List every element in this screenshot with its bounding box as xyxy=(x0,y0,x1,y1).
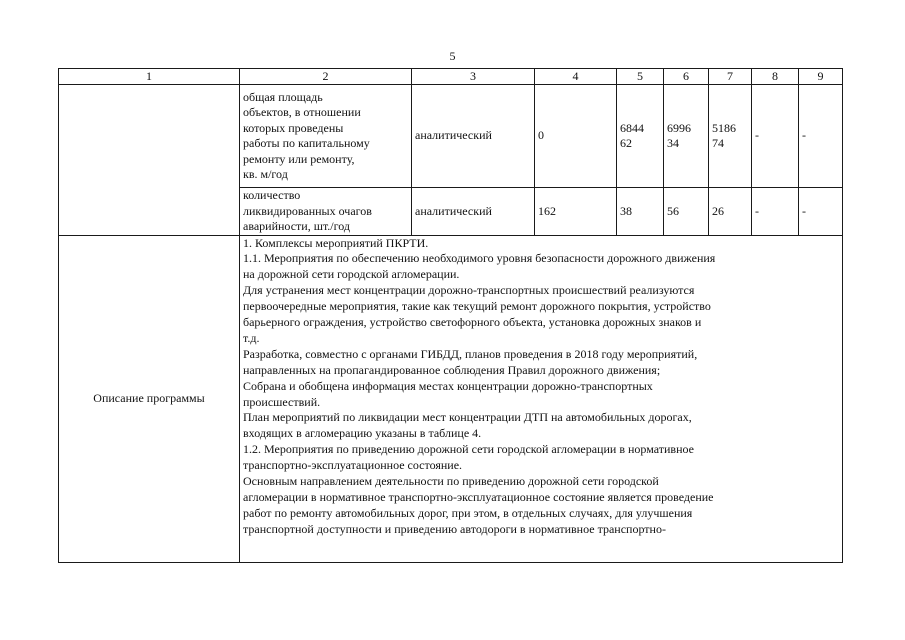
indicator-method: аналитический xyxy=(412,188,535,236)
program-description-label: Описание программы xyxy=(59,235,240,562)
indicator-method: аналитический xyxy=(412,85,535,188)
indicator-name: количество ликвидированных очагов аварийности, шт./год xyxy=(240,188,412,236)
program-table xyxy=(58,68,843,563)
column-header-9: 9 xyxy=(799,69,843,85)
page-number: 5 xyxy=(449,49,456,63)
column-header-3: 3 xyxy=(412,69,535,85)
column-header-1: 1 xyxy=(59,69,240,85)
table-row xyxy=(59,85,843,188)
indicator-value-col6: 6996 34 xyxy=(664,85,709,188)
indicator-label-cell xyxy=(59,85,240,236)
indicator-value-col8: - xyxy=(752,85,799,188)
column-header-4: 4 xyxy=(535,69,617,85)
column-header-8: 8 xyxy=(752,69,799,85)
indicator-value-col5: 6844 62 xyxy=(617,85,664,188)
indicator-value-col7: 5186 74 xyxy=(709,85,752,188)
indicator-value-col6: 56 xyxy=(664,188,709,236)
indicator-value-col8: - xyxy=(752,188,799,236)
program-description-text: 1. Комплексы мероприятий ПКРТИ. 1.1. Мероприятия по обеспечению необходимого уровня безопасности дорожного движения на дорожной сети городской агломерации. Для устранения мест концентрации дорожно-транспортных происшествий реализуются первоочередные мероприятия, такие как текущий ремонт дорожного покрытия, устройство барьерного ограждения, устройство светофорного объекта, установка дорожных знаков и т.д. Разработка, совместно с органами ГИБДД, планов проведения в 2018 году мероприятий, направленных на пропагандированное соблюдения Правил дорожного движения; Собрана и обобщена информация местах концентрации дорожно-транспортных происшествий. План мероприятий по ликвидации мест концентрации ДТП на автомобильных дорогах, входящих в агломерацию указаны в таблице 4. 1.2. Мероприятия по приведению дорожной сети городской агломерации в нормативное транспортно-эксплуатационное состояние. Основным направлением деятельности по приведению дорожной сети городской агломерации в нормативное транспортно-эксплуатационное состояние является проведение работ по ремонту автомобильных дорог, при этом, в отдельных случаях, для улучшения транспортной доступности и приведению автодороги в нормативное транспортно- xyxy=(243,235,716,536)
indicator-value-col7: 26 xyxy=(709,188,752,236)
indicator-value-col9: - xyxy=(799,188,843,236)
indicator-base-value: 162 xyxy=(535,188,617,236)
program-description-cell xyxy=(240,235,843,562)
indicator-value-col5: 38 xyxy=(617,188,664,236)
indicator-name: общая площадь объектов, в отношении которых проведены работы по капитальному ремонту или ремонту, кв. м/год xyxy=(240,85,412,188)
column-header-6: 6 xyxy=(664,69,709,85)
indicator-value-col9: - xyxy=(799,85,843,188)
table-row xyxy=(59,235,843,562)
column-header-7: 7 xyxy=(709,69,752,85)
column-header-5: 5 xyxy=(617,69,664,85)
indicator-base-value: 0 xyxy=(535,85,617,188)
column-header-row xyxy=(59,69,843,85)
column-header-2: 2 xyxy=(240,69,412,85)
